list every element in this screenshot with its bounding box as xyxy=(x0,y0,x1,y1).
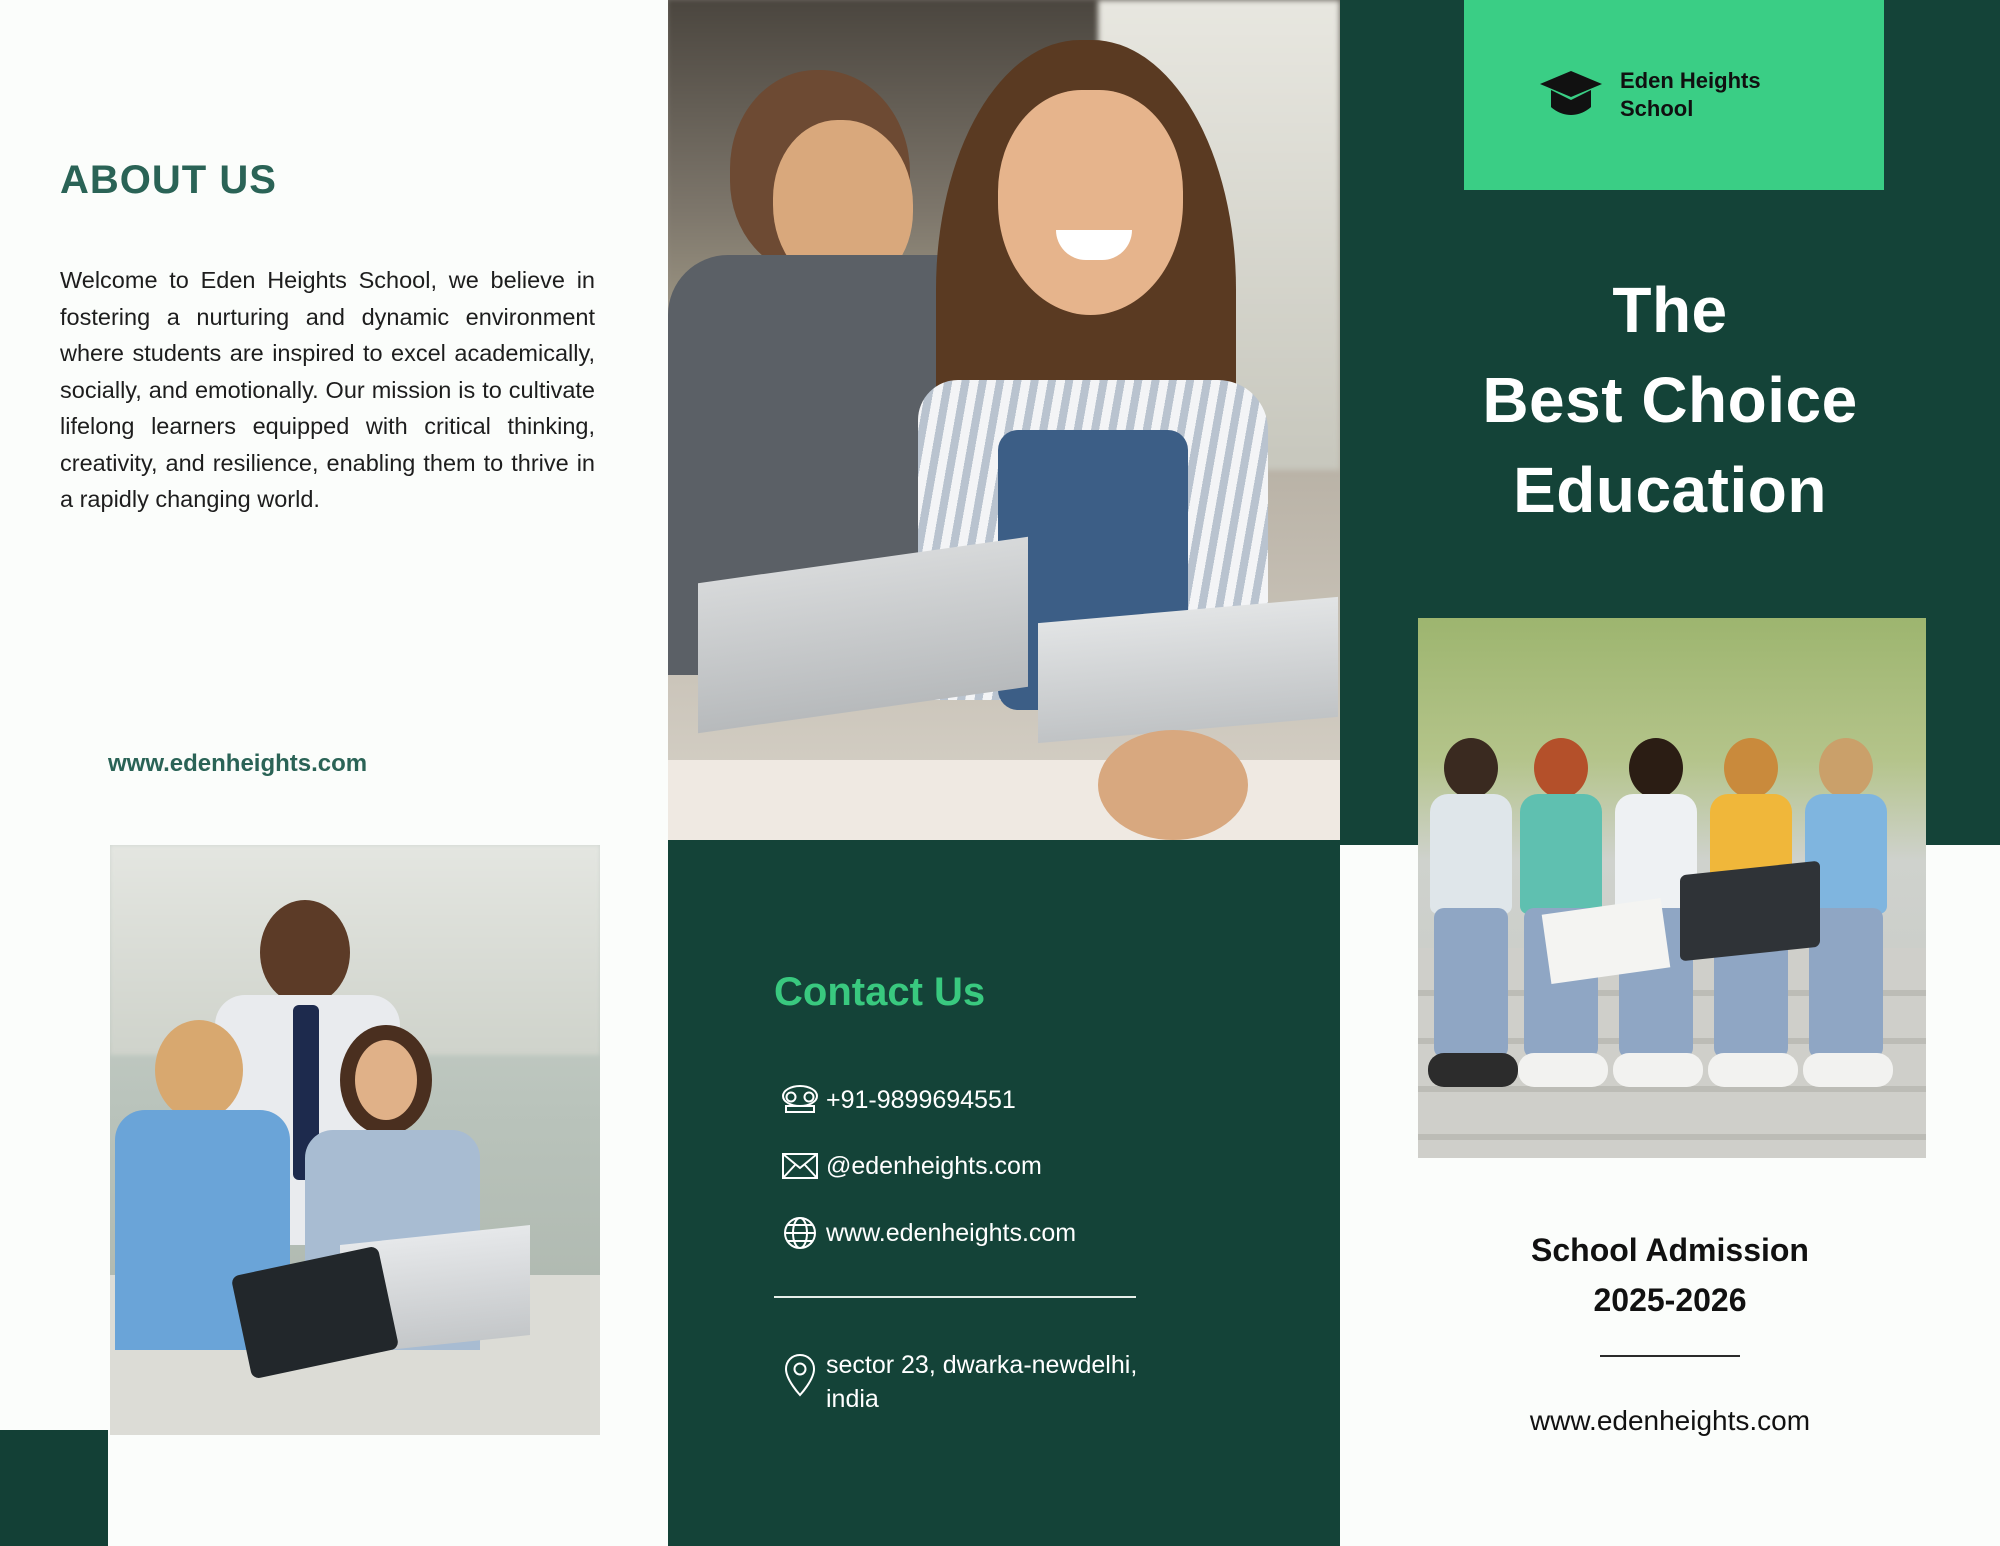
decorative-corner-block xyxy=(0,1430,108,1546)
brand-name xyxy=(1620,67,1761,123)
envelope-icon xyxy=(774,1151,826,1181)
about-us-text: Welcome to Eden Heights School, we believe in fostering a nurturing and dynamic environment where students are inspired to excel academically, socially, and emotionally. Our mission is to cultivate lifelong learners equipped with critical thinking, creativity, and resilience, enabling them to thrive in a rapidly changing world. xyxy=(60,267,595,512)
admission-line1: School Admission xyxy=(1531,1232,1809,1268)
contact-website-row[interactable] xyxy=(774,1215,1254,1251)
contact-website-value: www.edenheights.com xyxy=(826,1219,1077,1247)
headline-line3: Education xyxy=(1513,454,1827,526)
contact-address-value: sector 23, dwarka-newdelhi, india xyxy=(826,1351,1138,1413)
headline-line2: Best Choice xyxy=(1482,364,1858,436)
admission-heading xyxy=(1340,1225,2000,1325)
right-website-link[interactable]: www.edenheights.com xyxy=(1529,1405,1811,1436)
teacher-and-students-photo xyxy=(110,845,600,1435)
globe-icon xyxy=(774,1215,826,1251)
contact-phone-row[interactable] xyxy=(774,1083,1254,1117)
about-us-heading: ABOUT US xyxy=(60,158,277,202)
contact-panel xyxy=(668,840,1340,1546)
contact-divider xyxy=(774,1296,1136,1298)
contact-list xyxy=(774,1083,1254,1283)
contact-email-value: @edenheights.com xyxy=(826,1152,1042,1180)
students-on-steps-photo xyxy=(1418,618,1926,1158)
headline-line1: The xyxy=(1612,274,1728,346)
hero-photo xyxy=(668,0,1340,840)
graduation-cap-icon xyxy=(1538,65,1604,125)
left-website-link[interactable]: www.edenheights.com xyxy=(108,750,368,777)
location-pin-icon xyxy=(774,1348,826,1398)
brand-name-line1: Eden Heights xyxy=(1620,68,1761,93)
contact-us-heading: Contact Us xyxy=(774,970,986,1014)
contact-email-row[interactable] xyxy=(774,1149,1254,1183)
left-panel xyxy=(0,0,668,1546)
admission-line2: 2025-2026 xyxy=(1593,1282,1747,1318)
brand-logo xyxy=(1464,0,1884,190)
brand-name-line2: School xyxy=(1620,96,1694,121)
contact-phone-value: +91-9899694551 xyxy=(826,1086,1016,1114)
phone-icon xyxy=(774,1083,826,1117)
admission-divider xyxy=(1600,1355,1740,1357)
contact-address-row[interactable] xyxy=(774,1348,1244,1416)
headline xyxy=(1340,265,2000,535)
